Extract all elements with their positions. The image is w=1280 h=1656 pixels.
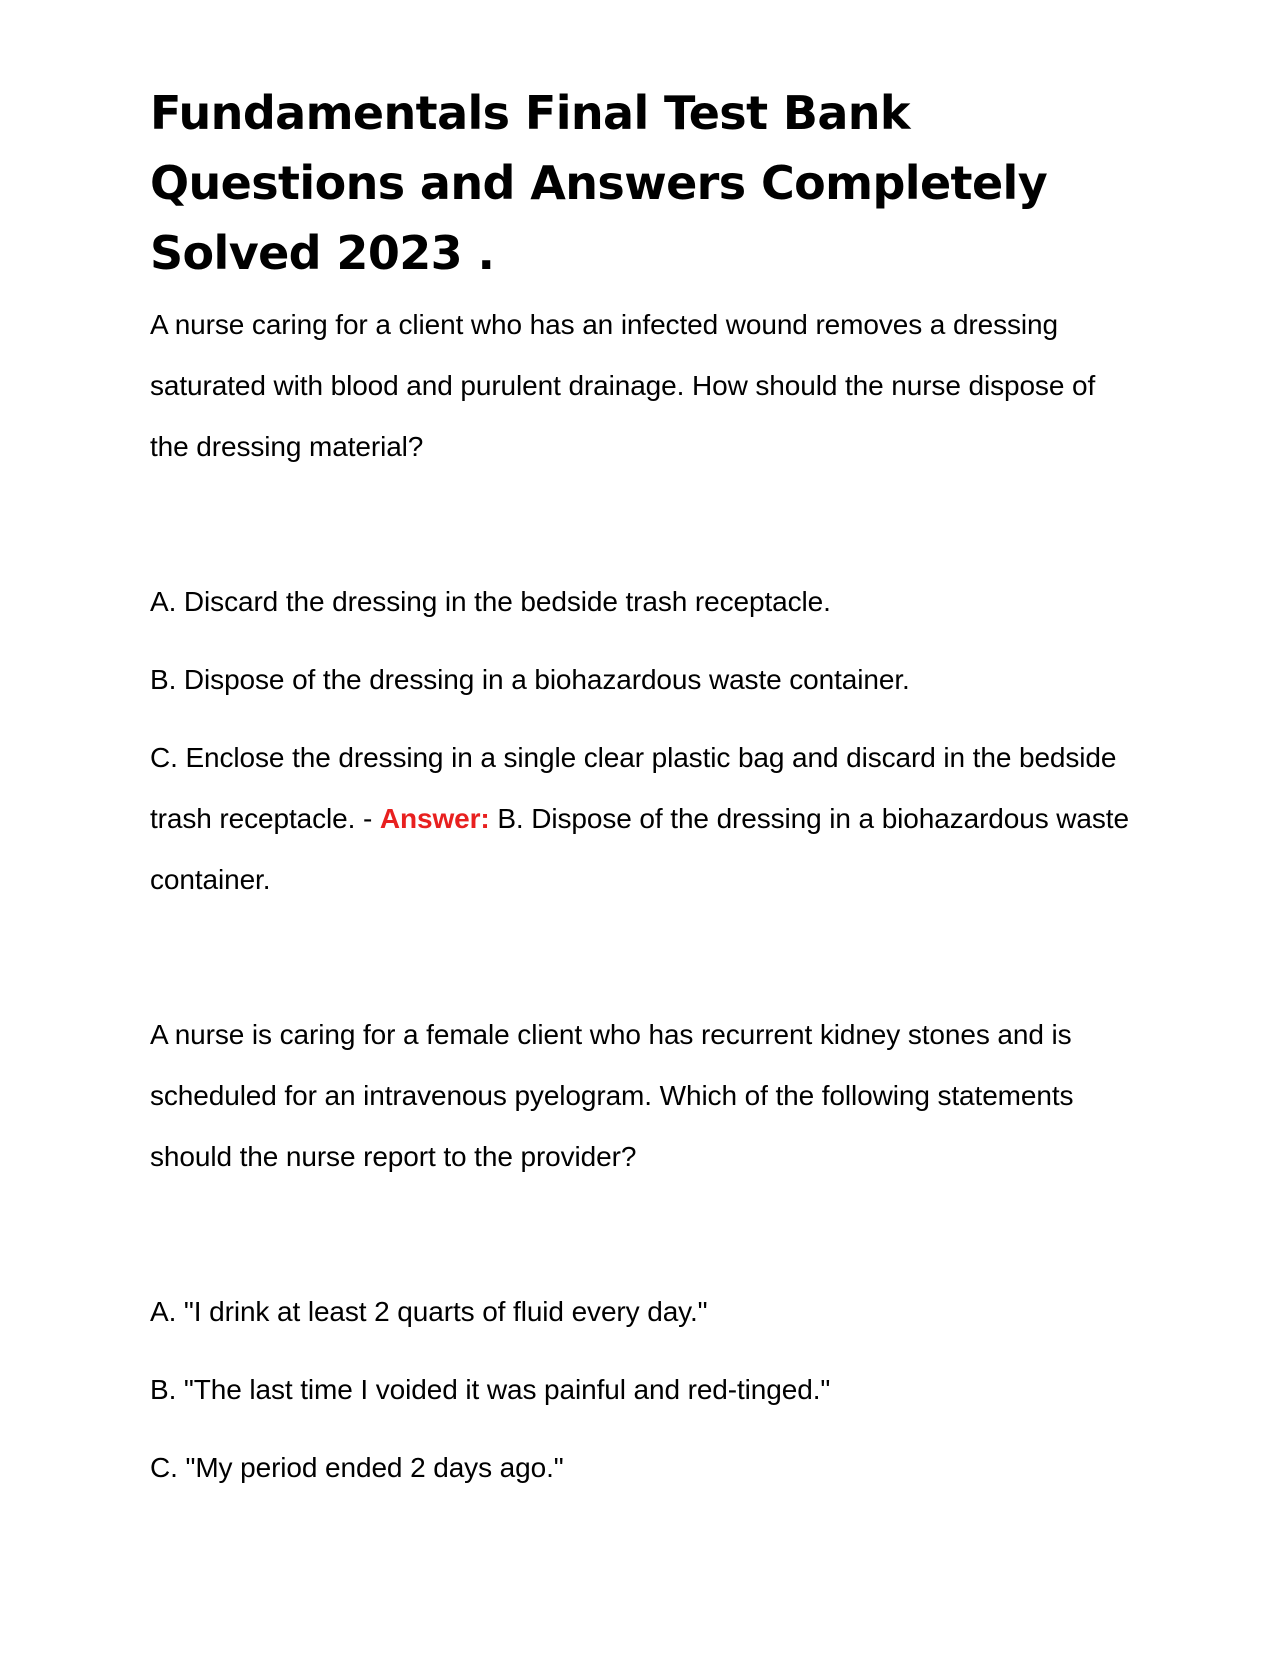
option-c: C. "My period ended 2 days ago." (150, 1452, 564, 1483)
question-1 (150, 294, 1140, 910)
answer-label: Answer: (379, 803, 490, 834)
answer-text: B. Dispose of the dressing in a biohazardous waste container. (150, 803, 1129, 895)
option-c-with-answer (150, 727, 1140, 910)
question-stem: A nurse is caring for a female client who has recurrent kidney stones and is scheduled for an intravenous pyelogram. Which of the following statements should the nurse report to the provider? (150, 1019, 1074, 1172)
option-a: A. Discard the dressing in the bedside trash receptacle. (150, 586, 831, 617)
question-stem: A nurse caring for a client who has an infected wound removes a dressing saturated with blood and purulent drainage. How should the nurse dispose of the dressing material? (150, 309, 1096, 462)
option-b: B. Dispose of the dressing in a biohazardous waste container. (150, 664, 910, 695)
document-page (150, 78, 1140, 1498)
option-c: C. Enclose the dressing in a single clear plastic bag and discard in the bedside trash receptacle. - (150, 742, 1117, 834)
option-a: A. "I drink at least 2 quarts of fluid every day." (150, 1296, 708, 1327)
question-2 (150, 1004, 1140, 1498)
option-b: B. "The last time I voided it was painful and red-tinged." (150, 1374, 831, 1405)
document-title: Fundamentals Final Test Bank Questions and Answers Completely Solved 2023 . (150, 86, 1048, 280)
